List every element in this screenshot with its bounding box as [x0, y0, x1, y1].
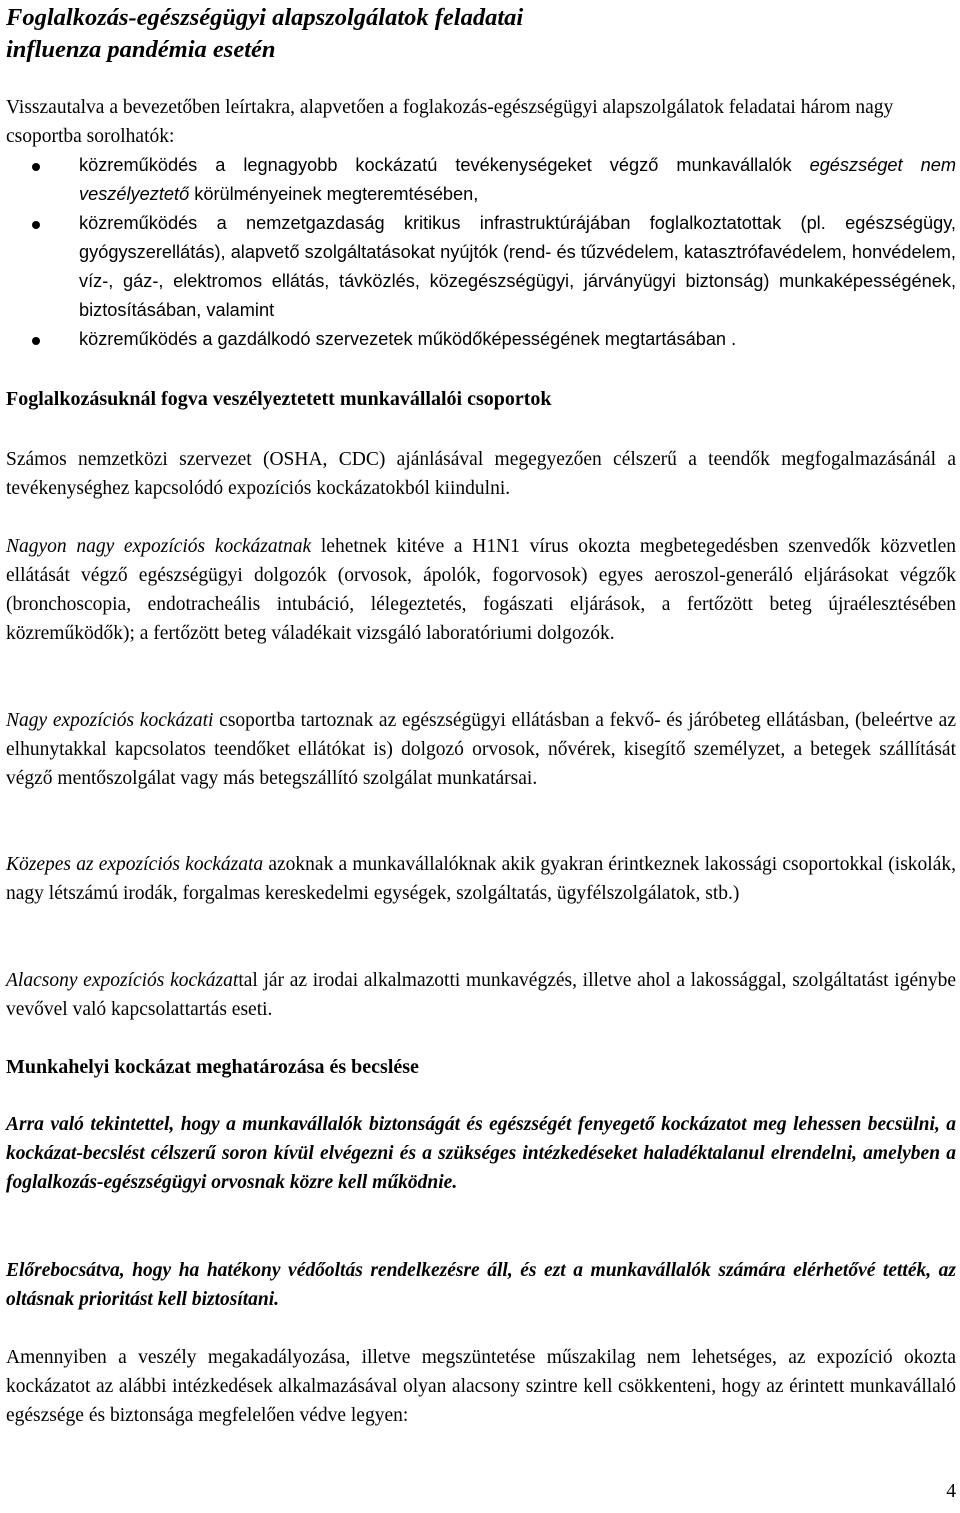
- list-item-text: közreműködés a nemzetgazdaság kritikus infrastruktúrájában foglalkoztatottak (pl. egészségügy, gyógyszerellátás), alapvető szolgáltatásokat nyújtók (rend- és tűzvédelem, katasztrófavédelem, honvédelem, víz-, gáz-, elektromos ellátás, távközlés, közegészségügyi, járványügyi biztonság) munkaképességének, biztosításában, valamint: [79, 213, 956, 320]
- list-item-text: közreműködés a legnagyobb kockázatú tevékenységeket végző munkavállalók: [79, 155, 810, 175]
- risk-level-label: Alacsony expozíciós kockázat: [6, 970, 239, 991]
- task-list: [6, 151, 956, 354]
- section-heading-risk-assessment: Munkahelyi kockázat meghatározása és becslése: [6, 1056, 419, 1078]
- risk-level-label: Nagy expozíciós kockázati: [6, 710, 214, 731]
- paragraph-text: tal jár az irodai alkalmazotti munkavégzés, illetve ahol a lakossággal, szolgáltatást igénybe vevővel való kapcsolattartás eseti.: [6, 970, 957, 1020]
- paragraph-text: lehetnek kitéve a H1N1 vírus okozta megbetegedésben szenvedők közvetlen ellátását végző egészségügyi dolgozók (orvosok, ápolók, fogorvosok) egyes aeroszol-generáló eljárásokat végzők (bronchoscopia, endotracheális intubáció, lélegeztetés, fogászati eljárások, a fertőzött beteg újraélesztésében közreműködők); a fertőzött beteg váladékait vizsgáló laboratóriumi dolgozók.: [6, 536, 956, 644]
- paragraph-text: azoknak a munkavállalóknak akik gyakran érintkeznek lakossági csoportokkal (iskolák, nagy létszámú irodák, forgalmas kereskedelmi egységek, szolgáltatás, ügyfélszolgálatok, stb.): [6, 854, 956, 904]
- intro-paragraph: Visszautalva a bevezetőben leírtakra, alapvetően a foglakozás-egészségügyi alapszolgálatok feladatai három nagy csoportba sorolhatók:: [6, 97, 894, 147]
- paragraph-osha: Számos nemzetközi szervezet (OSHA, CDC) ajánlásával megegyezően célszerű a teendők megfogalmazásánál a tevékenységhez kapcsolódó expozíciós kockázatokból kiindulni.: [6, 449, 956, 499]
- paragraph-measures: Amennyiben a veszély megakadályozása, illetve megszüntetése műszakilag nem lehetséges, az expozíció okozta kockázatot az alábbi intézkedések alkalmazásával olyan alacsony szintre kell csökkenteni, hogy az érintett munkavállaló egészsége és biztonsága megfelelően védve legyen:: [6, 1347, 956, 1426]
- bullet-icon: [32, 163, 40, 171]
- document-title: [6, 2, 956, 66]
- paragraph-medium-risk: [6, 850, 956, 908]
- risk-level-label: Nagyon nagy expozíciós kockázatnak: [6, 536, 312, 557]
- title-line-1: Foglalkozás-egészségügyi alapszolgálatok feladatai: [6, 4, 524, 31]
- title-line-2: influenza pandémia esetén: [6, 36, 276, 63]
- list-item: [6, 325, 956, 354]
- paragraph-assessment-emphasis: Arra való tekintettel, hogy a munkavállalók biztonságát és egészségét fenyegető kockázatot meg lehessen becsülni, a kockázat-becslést célszerű soron kívül elvégezni és a szükséges intézkedéseket haladéktalanul elrendelni, amelyben a foglalkozás-egészségügyi orvosnak közre kell működnie.: [6, 1114, 956, 1193]
- page-number: 4: [946, 1481, 956, 1502]
- paragraph-very-high-risk: [6, 532, 956, 648]
- list-item-text: közreműködés a gazdálkodó szervezetek működőképességének megtartásában .: [79, 329, 737, 349]
- section-heading-risk-groups: Foglalkozásuknál fogva veszélyeztetett munkavállalói csoportok: [6, 388, 552, 410]
- risk-level-label: Közepes az expozíciós kockázata: [6, 854, 264, 875]
- list-item: [6, 151, 956, 209]
- paragraph-text: csoportba tartoznak az egészségügyi ellátásban a fekvő- és járóbeteg ellátásban, (beleértve az elhunytakkal kapcsolatos teendőket ellátókat is) dolgozó orvosok, nővérek, kisegítő személyzet, a betegek szállítását végző mentőszolgálat vagy más betegszállító szolgálat munkatársai.: [6, 710, 956, 789]
- paragraph-high-risk: [6, 706, 956, 793]
- list-item-text-end: körülményeinek megteremtésében,: [189, 184, 479, 204]
- paragraph-low-risk: [6, 966, 956, 1024]
- list-item: [6, 209, 956, 325]
- paragraph-vaccination-emphasis: Előrebocsátva, hogy ha hatékony védőoltás rendelkezésre áll, és ezt a munkavállalók számára elérhetővé tették, az oltásnak prioritást kell biztosítani.: [6, 1260, 956, 1310]
- list-item-emphasis: egészséget nem veszélyeztető: [79, 155, 956, 204]
- bullet-icon: [32, 337, 40, 345]
- bullet-icon: [32, 221, 40, 229]
